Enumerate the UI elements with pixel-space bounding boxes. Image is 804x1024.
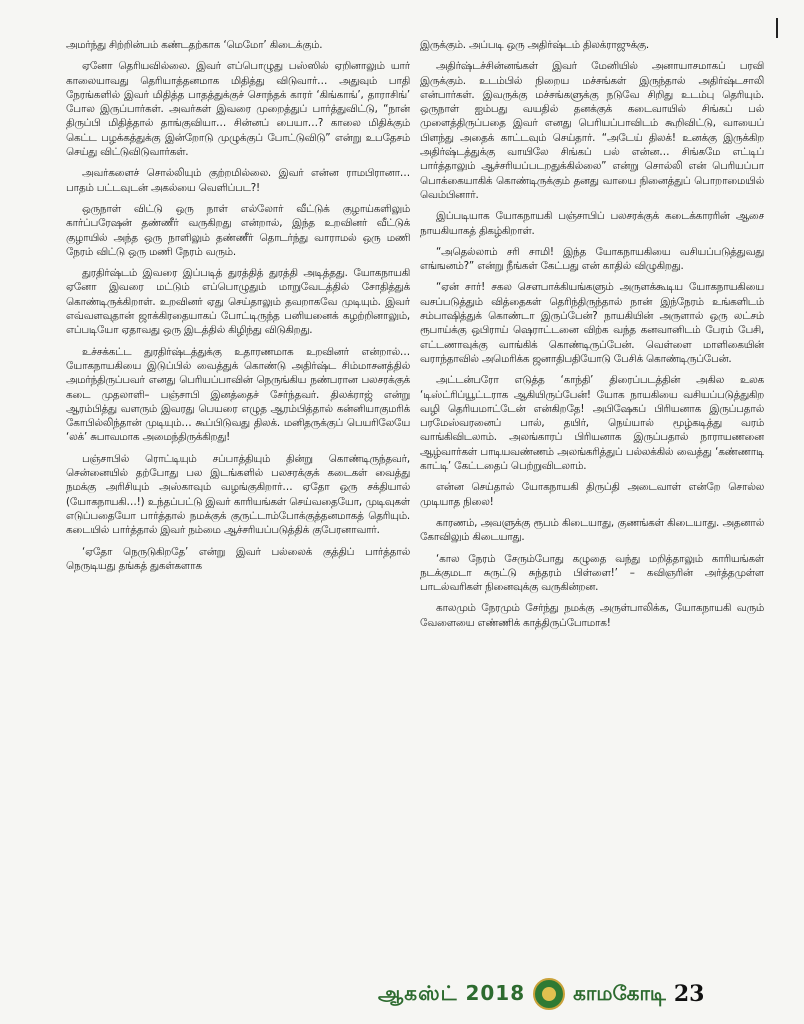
- paragraph: என்ன செய்தால் யோகநாயகி திருப்தி அடைவாள் என்றே சொல்ல முடியாத நிலை!: [420, 481, 764, 508]
- page-footer: [378, 974, 704, 1014]
- paragraph: பஞ்சாபில் ரொட்டியும் சப்பாத்தியும் தின்று கொண்டிருந்தவர், சென்னையில் தற்போது பல இடங்களில் பலசரக்குக் கடைகள் வைத்து நமக்கு அரிசியும் அஸ்காவும் வழங்குகிறார்… ஏதோ ஒரு சக்தியால் (யோகநாயகி…!) உந்தப்பட்டு இவர் காரியங்கள் செய்வதையோ, முடிவுகள் எடுப்பதையோ பார்த்தால் நமக்குக் குருட்டாம்போக்குத்தனமாகத் தெரியும். கடையில் பார்த்தால் இவர் நம்மை ஆச்சரியப்படுத்திக் குபேரனாவார்.: [66, 452, 410, 537]
- issue-date: ஆகஸ்ட் 2018: [378, 980, 526, 1005]
- paragraph: “அதெல்லாம் சரி சாமி! இந்த யோகநாயகியை வசியப்படுத்துவது எங்ஙனம்?” என்று நீங்கள் கேட்பது என் காதில் விழுகிறது.: [420, 245, 764, 273]
- paragraph: அவர்களைச் சொல்லியும் குற்றமில்லை. இவர் என்ன ராமபிரானா… பாதம் பட்டவுடன் அகல்யை வெளிப்பட?!: [66, 167, 410, 194]
- paragraph: காலமும் நேரமும் சேர்ந்து நமக்கு அருள்பாலிக்க, யோகநாயகி வரும் வேளையை எண்ணிக் காத்திருப்போமாக!: [420, 602, 764, 629]
- paragraph: துரதிர்ஷ்டம் இவரை இப்படித் துரத்தித் துரத்தி அடித்தது. யோகநாயகி ஏனோ இவரை மட்டும் எப்பொழுதும் மாறுவேடத்தில் சோதித்துக் கொண்டிருக்கிறாள். உறவினர் ஏது செய்தாலும் தவறாகவே முடியும். இவர் எவ்வளவுதான் ஜாக்கிரதையாகப் போட்டிருந்த பனியனைக் கழற்றினாலும், எப்படியோ ஏதாவது ஒரு இடத்தில் கிழிந்து விடுகிறது.: [66, 267, 410, 337]
- paragraph: உச்சக்கட்ட துரதிர்ஷ்டத்துக்கு உதாரணமாக உறவினர் என்றால்… யோகநாயகியை இடுப்பில் வைத்துக் கொண்டு அதிர்ஷ்ட சிம்மாசனத்தில் அமர்ந்திருப்பவர் எனது பெரியப்பாவின் நெருங்கிய நண்பரான பலசரக்குக் கடை முதலாளி– பஞ்சாபி இனத்தைச் சேர்ந்தவர். திலக்ராஜ் என்று ஆரம்பித்து வளரும் இவரது பெயரை எழுத ஆரம்பித்தால் கன்னியாகுமரிக் கோபில்லிந்தான் முடியும்… கூப்பிடுவது திலக். மனிதருக்குப் பெயரிலேயே ‘லக்’ சுபாவமாக அமைந்திருக்கிறது!: [66, 345, 410, 444]
- paragraph: அதிர்ஷ்டச்சின்னங்கள் இவர் மேனியில் அனாயாசமாகப் பரவி இருக்கும். உடம்பில் நிறைய மச்சங்கள் இருந்தால் அதிர்ஷ்டசாலி என்பார்கள். இவருக்கு மச்சங்களுக்கு நடுவே சிறிது உடம்பு தெரியும். ஒருநாள் ஐம்பது வயதில் தனக்குக் கடைவாயில் சிங்கப் பல் முளைத்திருப்பதை இவர் எனது பெரியப்பாவிடம் கூறிவிட்டு, வாயைப் பிளந்து அதைக் காட்டவும் செய்தார். “அடேய் திலக்! உனக்கு இருக்கிற அதிர்ஷ்டத்துக்கு வாயிலே சிங்கப் பல் என்ன… சிங்கமே எட்டிப் பார்த்தாலும் ஆச்சரியப்படறதுக்கில்லை” என்று சொல்லி என் பெரியப்பா பொக்கையாகிக் கொண்டிருக்கும் தனது வாயை நினைத்துப் பொறாமையில் வெம்பினார்.: [420, 60, 764, 201]
- paragraph: ‘ஏதோ நெருடுகிறதே’ என்று இவர் பல்லைக் குத்திப் பார்த்தால் நெருடியது தங்கத் துகள்களாக: [66, 545, 410, 572]
- paragraph: இப்படியாக யோகநாயகி பஞ்சாபிப் பலசரக்குக் கடைக்காரரின் ஆசை நாயகியாகத் திகழ்கிறாள்.: [420, 210, 764, 237]
- page-number: 23: [673, 981, 705, 1007]
- paragraph: இருக்கும். அப்படி ஒரு அதிர்ஷ்டம் திலக்ராஜுக்கு.: [420, 39, 649, 51]
- paragraph: அட்டன்பரோ எடுத்த ‘காந்தி’ திரைப்படத்தின் அகில உலக ‘டிஸ்ட்ரிப்யூட்டராக ஆகியிருப்பேன்! யோக நாயகியை வசியப்படுத்துகிற வழி தெரியமாட்டேன் என்கிறதே! அபிஷேகப் பிரியனாக இருப்பதால் பரமேஸ்வரனைப் பால், தயிர், நெய்யால் மூழ்கடித்து வரம் வாங்கிவிடலாம். அலங்காரப் பிரியனாக இருப்பதால் நாராயணனை ஆழ்வார்கள் பாடியவண்ணம் அலங்கரித்துப் பல்லக்கில் வைத்து ‘கண்ணாடி காட்டி’ கேட்டதைப் பெற்றுவிடலாம்.: [420, 374, 764, 473]
- paragraph: காரணம், அவளுக்கு ரூபம் கிடையாது, குணங்கள் கிடையாது. அதனால் கோவிலும் கிடையாது.: [420, 516, 764, 544]
- page-edge-mark: [776, 18, 778, 38]
- kamakoti-emblem-icon: [533, 978, 565, 1010]
- paragraph: ‘கால நேரம் சேரும்போது கழுதை வந்து மறித்தாலும் காரியங்கள் நடக்குமடா சுருட்டு சுந்தரம் பிள்ளை!’ – கவிஞரின் அர்த்தமுள்ள பாடல்வரிகள் நினைவுக்கு வருகின்றன.: [420, 552, 764, 594]
- paragraph: “ஏன் சார்! சகல சௌபாக்கியங்களும் அருளக்கூடிய யோகநாயகியை வசப்படுத்தும் வித்தைகள் தெரிந்திருந்தால் நான் இந்நேரம் உங்களிடம் சம்பாஷித்துக் கொண்டா இருப்பேன்? நாயகியின் அருளால் ஒரு லட்சம் ரூபாய்க்கு ஒபிராய் ஷெராட்டனை விற்க வந்த கனவானிடம் பேரம் பேசி, எட்டணாவுக்கு வாங்கிக் கொண்டிருப்பேன். வெள்ளை மாளிகையின் வராந்தாவில் அமெரிக்க ஜனாதிபதியோடு பேசிக் கொண்டிருப்பேன்.: [420, 281, 764, 365]
- paragraph: அமர்ந்து சிற்றின்பம் கண்டதற்காக ‘மெமோ’ கிடைக்கும்.: [66, 39, 323, 51]
- magazine-name: காமகோடி: [573, 980, 666, 1005]
- paragraph: ஒருநாள் விட்டு ஒரு நாள் எல்லோர் வீட்டுக் குழாய்களிலும் கார்ப்பரேஷன் தண்ணீர் வருகிறது என்றால், இந்த உறவினர் வீட்டுக் குழாயில் அந்த ஒரு நாளிலும் தண்ணீர் தொடர்ந்து வாராமல் ஒரு மணி நேரம் விட்டு ஒரு மணி நேரம் வரும்.: [66, 202, 410, 258]
- left-column: [66, 38, 410, 966]
- paragraph: ஏனோ தெரியவில்லை. இவர் எப்பொழுது பஸ்ஸில் ஏறினாலும் யார் காலையாவது தெரியாத்தனமாக மிதித்து விடுவார்… அதுவும் பாதி நேரங்களில் இவர் மிதித்த பாதத்துக்குச் சொந்தக் காரர் ‘கிங்காங்’, தாராசிங்’ போல இருப்பார்கள். அவர்கள் இவரை முறைத்துப் பார்த்துவிட்டு, “நான் திருப்பி மிதித்தால் தாங்குவியா… சின்னப் பையா…? காலை மிதிக்கும் கெட்ட பழக்கத்துக்கு இன்றோடு முழுக்குப் போட்டுவிடு” என்று உபதேசம் செய்து விட்டுவிடுவார்கள்.: [66, 60, 410, 159]
- right-column: [420, 38, 764, 966]
